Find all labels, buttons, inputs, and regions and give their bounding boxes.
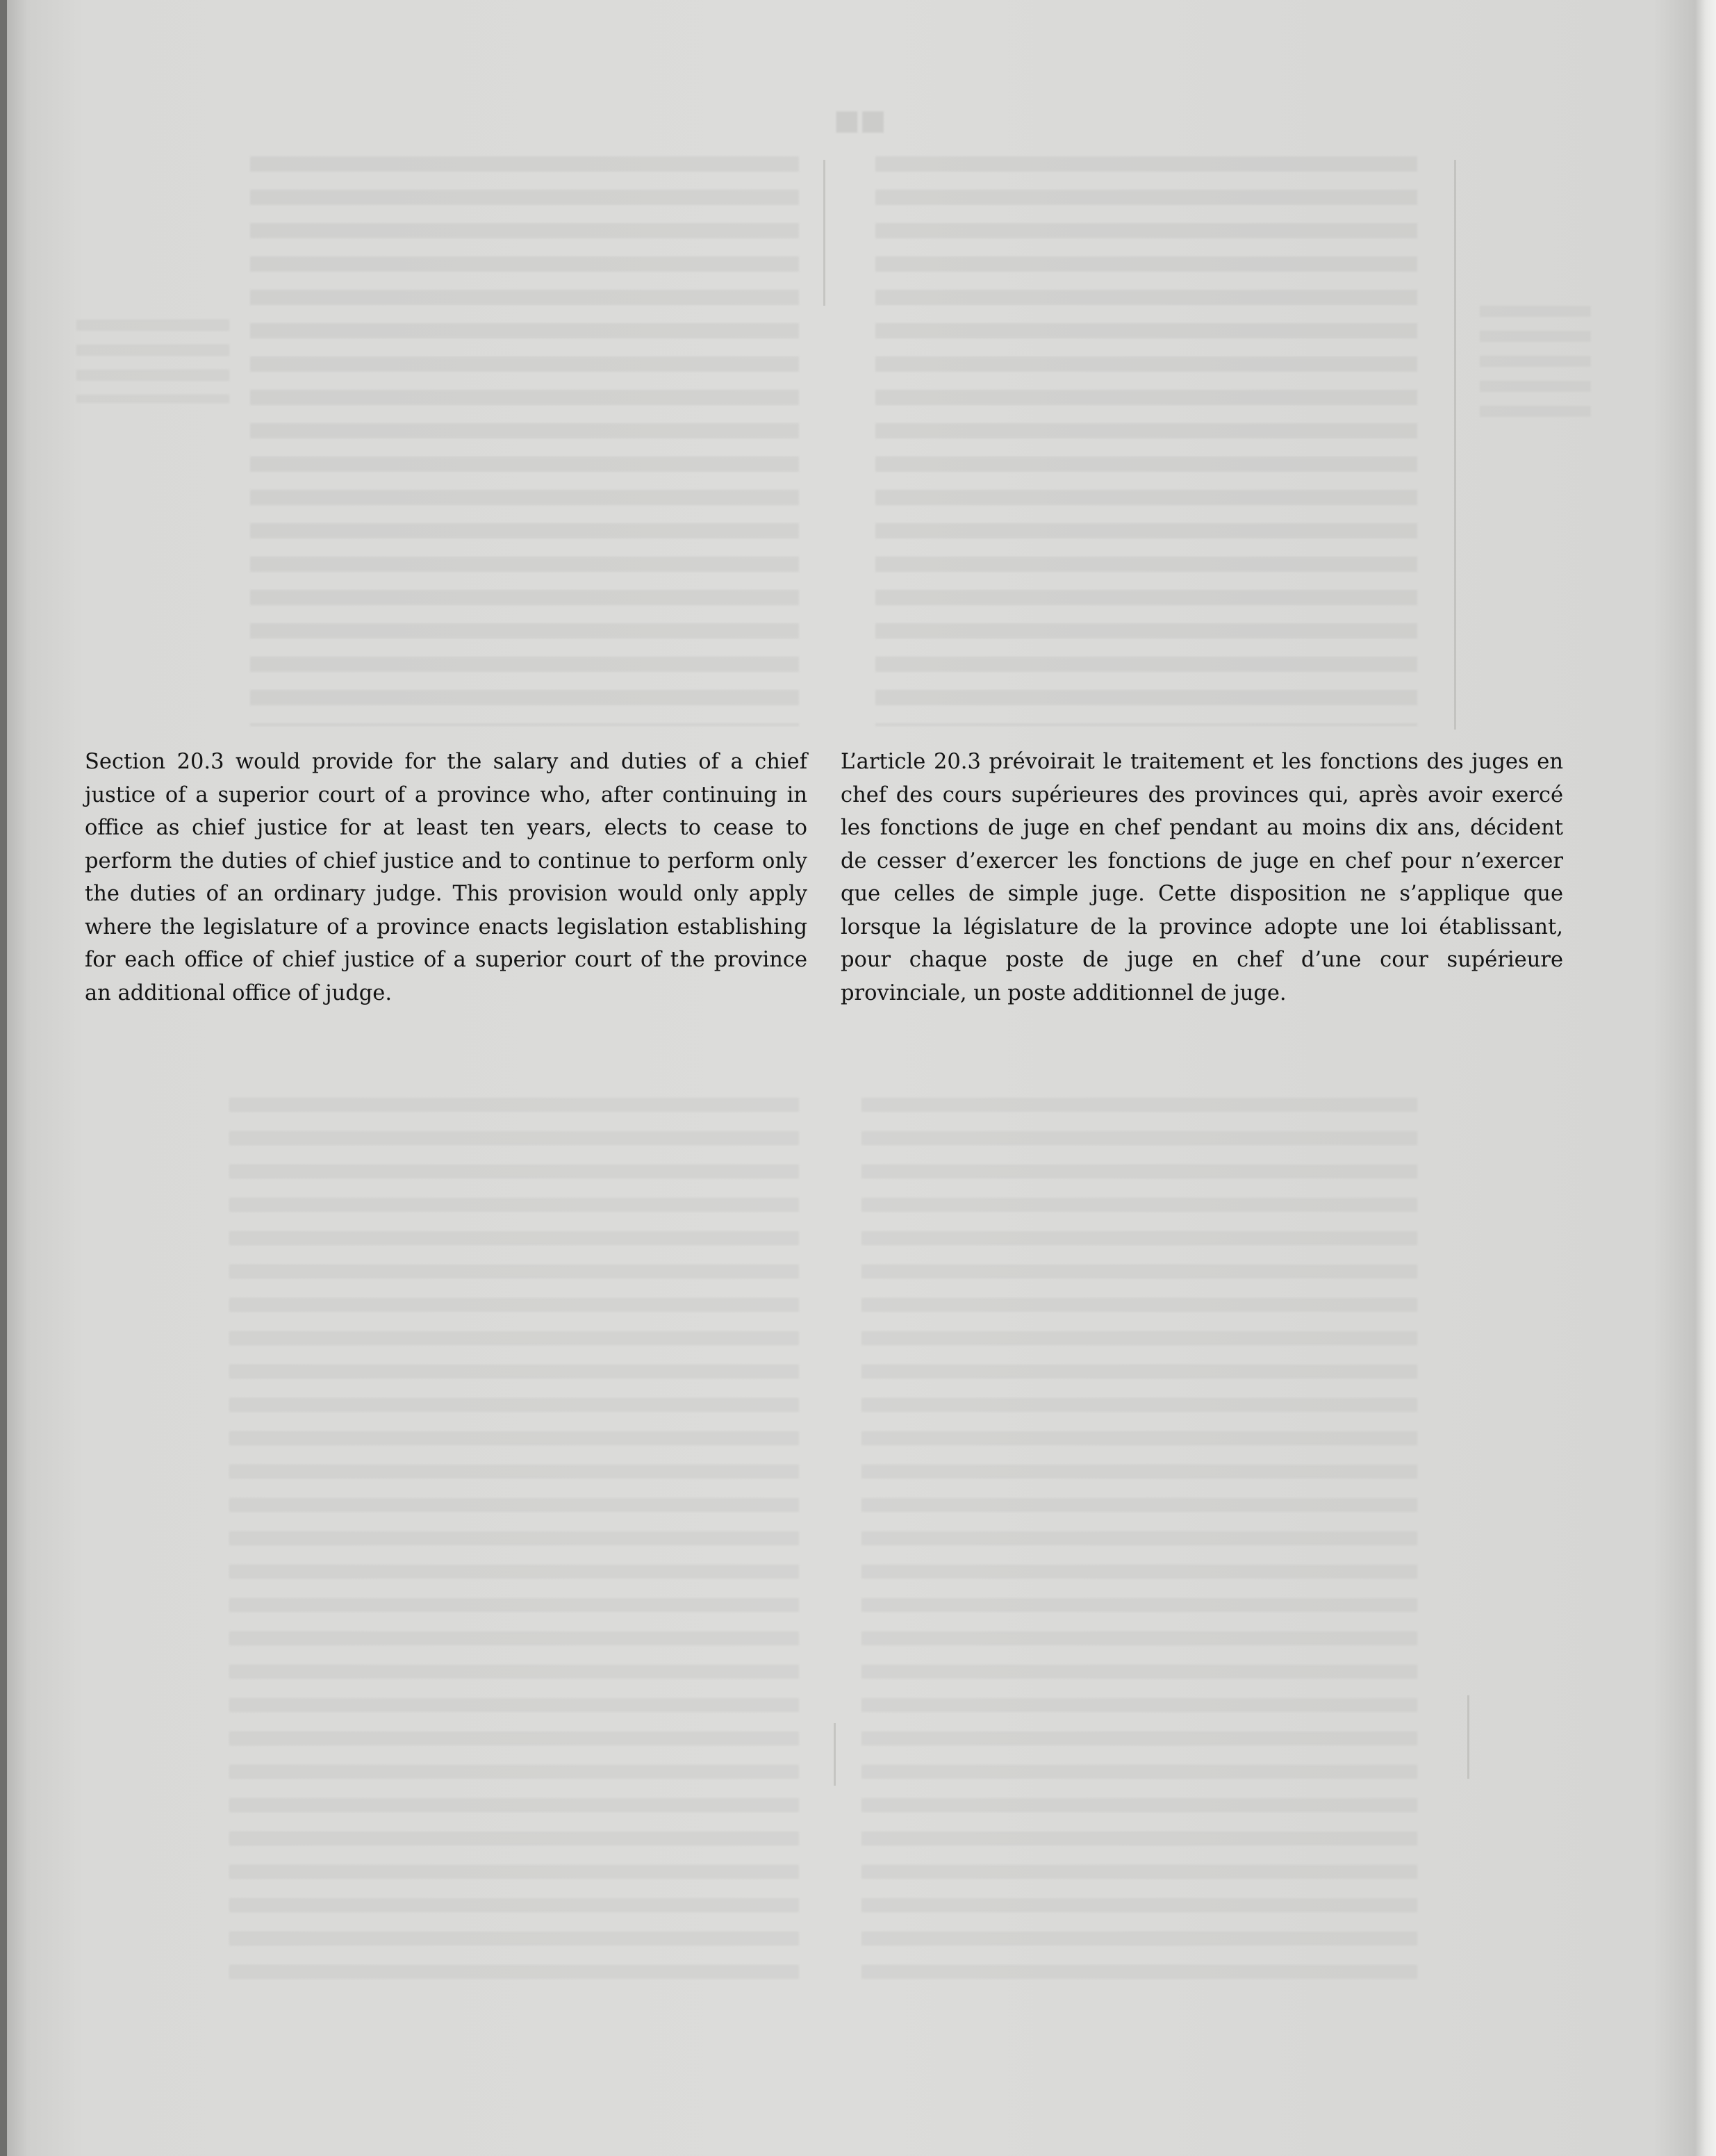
bleed-through-page-number: ■■ bbox=[834, 104, 886, 136]
bleed-through-rule-4 bbox=[1467, 1695, 1469, 1779]
bleed-through-rule-1 bbox=[823, 160, 825, 306]
summary-english: Section 20.3 would provide for the salary and duties of a chief justice of a superior court of a province who, after continuing in office as chief justice for at least ten years, elects to cease to perform the duties of chief justice and to continue to perform only the duties of an ordinary judge. This provision would only apply where the legislature of a province enacts legislation establishing for each office of chief justice of a superior court of the province an additional office of judge. bbox=[85, 750, 807, 1005]
bleed-through-rule-3 bbox=[834, 1723, 836, 1786]
bleed-through-margin-left bbox=[76, 320, 229, 403]
bleed-through-text-left-lower bbox=[229, 1098, 799, 1987]
bleed-through-text-right bbox=[875, 156, 1417, 726]
binding-edge bbox=[0, 0, 7, 2156]
bleed-through-text-left bbox=[250, 156, 799, 726]
bleed-through-rule-2 bbox=[1454, 160, 1456, 730]
bleed-through-text-right-lower bbox=[861, 1098, 1417, 1987]
summary-french: L’article 20.3 prévoirait le traitement et les fonctions des juges en chef des cours supérieures des provinces qui, après avoir exercé les fonctions de juge en chef pendant au moins dix ans, décident de cesser d’exercer les fonctions de juge en chef pour n’exercer que celles de simple juge. Cette disposition ne s’applique que lorsque la législature de la province adopte une loi établissant, pour chaque poste de juge en chef d’une cour supérieure provinciale, un poste additionnel de juge. bbox=[841, 750, 1563, 1005]
bleed-through-margin-right bbox=[1480, 306, 1591, 417]
